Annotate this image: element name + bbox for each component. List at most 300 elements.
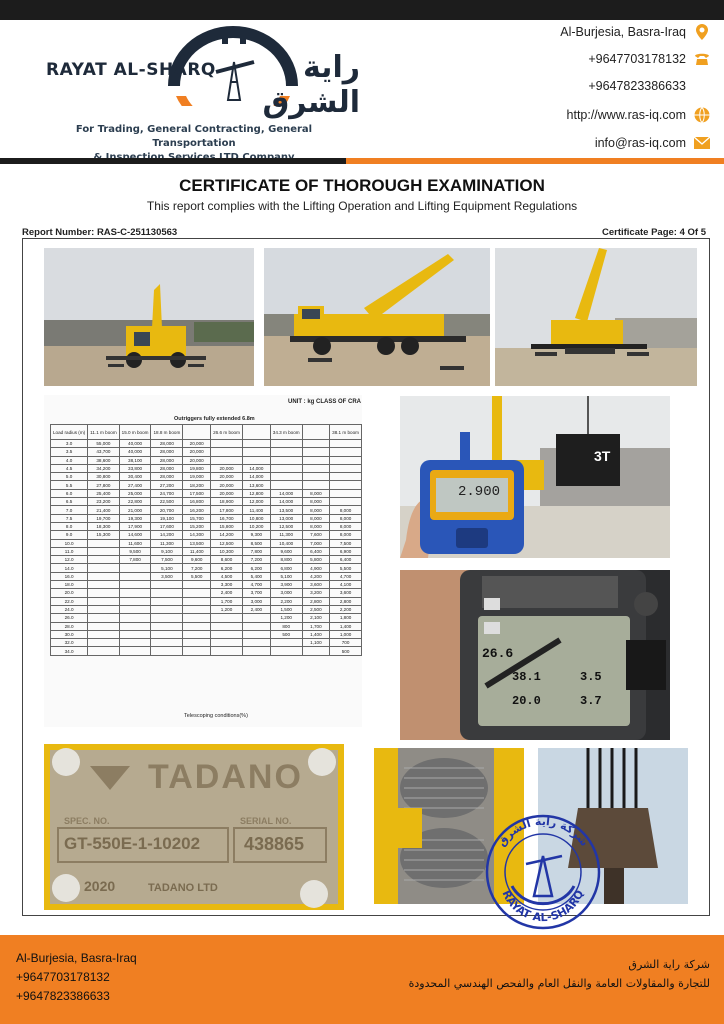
load-chart-cell bbox=[242, 639, 270, 647]
load-chart-header-cell: 34.3 m boom bbox=[270, 425, 302, 440]
contact-address-text: Al-Burjesia, Basra-Iraq bbox=[560, 25, 686, 39]
load-chart-cell bbox=[242, 622, 270, 630]
load-chart-cell: 1,500 bbox=[270, 605, 302, 613]
photo-load-indicator bbox=[400, 396, 670, 558]
certificate-page: Certificate Page: 4 Of 5 bbox=[601, 227, 706, 238]
top-bar bbox=[0, 0, 724, 20]
load-chart-cell bbox=[211, 448, 243, 456]
load-chart-cell: 9.0 bbox=[51, 531, 88, 539]
load-chart-cell: 8,800 bbox=[270, 556, 302, 564]
load-chart-row bbox=[51, 506, 362, 514]
lmi-radius: 20.0 bbox=[512, 694, 541, 708]
load-chart-cell: 9,100 bbox=[151, 547, 183, 555]
load-chart-cell: 3,500 bbox=[151, 572, 183, 580]
load-chart-cell: 6.5 bbox=[51, 498, 88, 506]
load-chart-cell: 18,900 bbox=[211, 498, 243, 506]
load-chart-cell: 11,300 bbox=[151, 539, 183, 547]
load-chart-cell bbox=[211, 614, 243, 622]
load-chart-cell: 6.0 bbox=[51, 489, 88, 497]
load-chart-cell: 6,200 bbox=[211, 564, 243, 572]
load-chart-cell: 4,500 bbox=[211, 572, 243, 580]
load-chart-cell: 19,700 bbox=[88, 514, 119, 522]
globe-icon bbox=[694, 107, 710, 123]
load-chart-cell: 14,000 bbox=[270, 498, 302, 506]
load-chart-cell: 21,400 bbox=[88, 506, 119, 514]
load-chart-cell bbox=[88, 605, 119, 613]
load-chart-cell bbox=[270, 456, 302, 464]
load-chart-cell: 9,600 bbox=[183, 556, 211, 564]
load-chart-header-cell bbox=[242, 425, 270, 440]
load-chart-cell: 4,700 bbox=[242, 581, 270, 589]
contact-address bbox=[560, 24, 710, 40]
load-chart-cell: 8,000 bbox=[302, 498, 330, 506]
load-chart-cell: 11,600 bbox=[119, 539, 151, 547]
load-chart-cell: 30.0 bbox=[51, 630, 88, 638]
load-chart-cell bbox=[88, 564, 119, 572]
load-chart-cell: 5.0 bbox=[51, 473, 88, 481]
load-chart-cell: 19,000 bbox=[183, 473, 211, 481]
load-chart-row bbox=[51, 639, 362, 647]
load-chart-cell: 17,500 bbox=[183, 489, 211, 497]
load-chart-cell: 800 bbox=[270, 622, 302, 630]
load-chart-cell bbox=[302, 448, 330, 456]
contact-website[interactable] bbox=[567, 107, 710, 123]
load-chart-cell bbox=[302, 464, 330, 472]
footer-phone-1: +9647703178132 bbox=[16, 970, 110, 984]
load-chart-cell bbox=[330, 440, 362, 448]
load-chart-cell: 4.5 bbox=[51, 464, 88, 472]
load-chart-cell: 7,800 bbox=[242, 547, 270, 555]
load-chart-cell: 9,500 bbox=[119, 547, 151, 555]
load-chart-cell: 17,900 bbox=[119, 522, 151, 530]
load-chart-cell: 17,600 bbox=[151, 522, 183, 530]
load-chart-cell bbox=[88, 597, 119, 605]
nameplate-model: GT-550E-1-10202 bbox=[64, 834, 201, 853]
load-chart-row bbox=[51, 481, 362, 489]
load-chart-cell bbox=[88, 547, 119, 555]
lmi-load: 3.5 bbox=[580, 670, 602, 684]
load-chart-row bbox=[51, 605, 362, 613]
footer-company-ar-line-1: شركة راية الشرق bbox=[628, 958, 710, 971]
load-chart-cell bbox=[88, 639, 119, 647]
load-chart-cell bbox=[183, 630, 211, 638]
contact-phone-2-text: +9647823386633 bbox=[588, 79, 686, 93]
load-chart-cell: 5.5 bbox=[51, 481, 88, 489]
load-chart-cell bbox=[242, 440, 270, 448]
photo-crane-rear bbox=[495, 248, 697, 386]
load-chart-cell: 3.0 bbox=[51, 440, 88, 448]
load-chart-cell: 24.0 bbox=[51, 605, 88, 613]
phone-icon bbox=[694, 51, 710, 67]
document-title: CERTIFICATE OF THOROUGH EXAMINATION bbox=[179, 176, 545, 195]
load-chart-cell bbox=[119, 639, 151, 647]
nameplate-serial-label: SERIAL NO. bbox=[240, 816, 292, 826]
load-chart-cell: 7.0 bbox=[51, 506, 88, 514]
load-chart-cell: 30,800 bbox=[88, 473, 119, 481]
load-chart-cell: 16,700 bbox=[211, 514, 243, 522]
load-chart-cell bbox=[211, 639, 243, 647]
load-chart-cell bbox=[330, 489, 362, 497]
load-chart-cell: 40,000 bbox=[119, 448, 151, 456]
load-chart-cell: 11,400 bbox=[242, 506, 270, 514]
load-chart-cell: 16,800 bbox=[183, 498, 211, 506]
load-chart-cell bbox=[270, 448, 302, 456]
load-chart-cell bbox=[183, 639, 211, 647]
contact-phone-1 bbox=[588, 51, 710, 67]
load-chart-cell bbox=[242, 456, 270, 464]
load-chart-cell: 1,200 bbox=[211, 605, 243, 613]
load-chart-header-cell: Load radius (m) bbox=[51, 425, 88, 440]
load-chart-cell: 500 bbox=[330, 647, 362, 655]
load-chart-cell bbox=[88, 614, 119, 622]
load-chart-cell: 11,400 bbox=[183, 547, 211, 555]
load-chart-cell: 20,000 bbox=[211, 489, 243, 497]
footer-address: Al-Burjesia, Basra-Iraq bbox=[16, 951, 137, 965]
load-chart-cell: 15,300 bbox=[88, 531, 119, 539]
load-chart-cell: 8,000 bbox=[330, 522, 362, 530]
load-chart-cell bbox=[119, 605, 151, 613]
photo-nameplate bbox=[44, 744, 344, 910]
load-chart-cell: 1,400 bbox=[330, 622, 362, 630]
load-chart-cell bbox=[330, 481, 362, 489]
load-chart-cell bbox=[330, 464, 362, 472]
load-chart-cell bbox=[211, 622, 243, 630]
load-chart-cell: 27,200 bbox=[151, 481, 183, 489]
load-chart-cell: 10,400 bbox=[270, 539, 302, 547]
load-chart-cell bbox=[151, 589, 183, 597]
load-chart-cell bbox=[183, 581, 211, 589]
load-chart-cell bbox=[151, 647, 183, 655]
load-chart-cell: 24,700 bbox=[151, 489, 183, 497]
load-chart-cell: 13,000 bbox=[270, 514, 302, 522]
stamp-text-en: RAYAT AL-SHARQ bbox=[499, 888, 587, 925]
load-chart-cell: 34.0 bbox=[51, 647, 88, 655]
lmi-angle: 38.1 bbox=[512, 670, 541, 684]
load-chart-cell bbox=[88, 630, 119, 638]
load-chart-cell: 8,500 bbox=[242, 539, 270, 547]
load-chart-cell: 14,000 bbox=[242, 464, 270, 472]
load-chart-cell: 7,000 bbox=[302, 539, 330, 547]
load-chart-cell bbox=[151, 614, 183, 622]
load-chart-cell: 34,200 bbox=[88, 464, 119, 472]
load-chart-cell: 1,400 bbox=[302, 630, 330, 638]
load-chart-cell: 9,600 bbox=[270, 547, 302, 555]
load-chart-cell: 40,000 bbox=[119, 440, 151, 448]
load-chart-cell: 8,600 bbox=[211, 556, 243, 564]
load-chart-cell: 19,100 bbox=[151, 514, 183, 522]
load-chart-row bbox=[51, 597, 362, 605]
load-chart-header-cell bbox=[302, 425, 330, 440]
load-chart-cell: 3,700 bbox=[242, 589, 270, 597]
load-chart-cell: 14,000 bbox=[242, 473, 270, 481]
load-chart-cell bbox=[270, 647, 302, 655]
lmi-boom-length: 26.6 bbox=[482, 646, 514, 661]
load-chart-row bbox=[51, 448, 362, 456]
load-chart-cell: 22,800 bbox=[119, 498, 151, 506]
load-chart-cell: 16.0 bbox=[51, 572, 88, 580]
load-chart-cell bbox=[270, 473, 302, 481]
photo-crane-front bbox=[44, 248, 254, 386]
load-chart-cell: 1,800 bbox=[330, 614, 362, 622]
load-chart-cell: 3,300 bbox=[211, 581, 243, 589]
load-chart-cell bbox=[88, 539, 119, 547]
load-chart-cell: 4,700 bbox=[330, 572, 362, 580]
load-chart-cell: 20,000 bbox=[183, 456, 211, 464]
load-chart-cell: 14.0 bbox=[51, 564, 88, 572]
load-chart-cell: 2,500 bbox=[302, 605, 330, 613]
footer-phone-2: +9647823386633 bbox=[16, 989, 110, 1003]
load-chart-cell: 12.0 bbox=[51, 556, 88, 564]
load-chart-cell bbox=[119, 572, 151, 580]
report-number: Report Number: RAS-C-251130563 bbox=[22, 227, 178, 238]
load-indicator-reading: 2.900 bbox=[458, 484, 501, 500]
nameplate-brand: TADANO bbox=[148, 758, 303, 796]
load-chart-cell: 19,300 bbox=[119, 514, 151, 522]
load-chart-cell: 20,700 bbox=[151, 506, 183, 514]
document-subtitle: This report complies with the Lifting Operation and Lifting Equipment Regulations bbox=[146, 199, 578, 213]
load-chart-cell bbox=[242, 647, 270, 655]
load-chart-cell bbox=[151, 639, 183, 647]
load-chart-header-cell: 26.6 m boom bbox=[211, 425, 243, 440]
load-chart-row bbox=[51, 572, 362, 580]
load-chart-cell: 21,000 bbox=[119, 506, 151, 514]
load-chart-cell: 26.0 bbox=[51, 614, 88, 622]
load-chart-cell: 17,800 bbox=[211, 506, 243, 514]
load-chart-cell: 12,800 bbox=[242, 489, 270, 497]
load-chart-cell: 20,000 bbox=[211, 481, 243, 489]
load-chart-cell bbox=[183, 597, 211, 605]
load-chart-cell: 4,200 bbox=[302, 572, 330, 580]
weight-tag: 3T bbox=[594, 448, 611, 464]
load-chart-cell: 15,800 bbox=[211, 522, 243, 530]
load-chart-row bbox=[51, 456, 362, 464]
load-chart-cell: 4,900 bbox=[302, 564, 330, 572]
load-chart-cell: 38,600 bbox=[88, 456, 119, 464]
load-chart-row bbox=[51, 564, 362, 572]
load-chart-cell: 8,000 bbox=[302, 522, 330, 530]
load-chart-cell: 5,100 bbox=[151, 564, 183, 572]
load-chart-grid bbox=[50, 424, 362, 656]
load-chart-cell: 7,600 bbox=[302, 531, 330, 539]
load-chart-cell bbox=[119, 564, 151, 572]
load-chart-cell bbox=[211, 440, 243, 448]
load-chart-row bbox=[51, 522, 362, 530]
load-chart-cell bbox=[119, 647, 151, 655]
load-chart-cell: 7.5 bbox=[51, 514, 88, 522]
load-chart-cell: 6,900 bbox=[330, 547, 362, 555]
load-chart-row bbox=[51, 440, 362, 448]
load-chart-header-cell: 38.1 m boom bbox=[330, 425, 362, 440]
load-chart-cell bbox=[183, 647, 211, 655]
load-chart-cell bbox=[242, 630, 270, 638]
contact-website-text[interactable]: http://www.ras-iq.com bbox=[566, 108, 686, 122]
nameplate-maker: TADANO LTD bbox=[148, 882, 218, 894]
nameplate-serial: 438865 bbox=[244, 834, 305, 854]
load-chart-cell: 38,100 bbox=[119, 456, 151, 464]
load-chart-cell bbox=[302, 456, 330, 464]
load-chart-cell: 14,200 bbox=[211, 531, 243, 539]
load-chart-cell: 7,500 bbox=[151, 556, 183, 564]
mail-icon bbox=[694, 135, 710, 151]
load-chart-cell bbox=[302, 481, 330, 489]
load-chart-cell: 10,200 bbox=[242, 522, 270, 530]
load-chart-cell: 9,300 bbox=[242, 531, 270, 539]
load-chart-row bbox=[51, 489, 362, 497]
load-chart-cell: 10,800 bbox=[242, 514, 270, 522]
load-chart-cell: 20,000 bbox=[211, 473, 243, 481]
load-chart-cell bbox=[330, 473, 362, 481]
load-chart-cell bbox=[119, 581, 151, 589]
load-chart-cell: 10.0 bbox=[51, 539, 88, 547]
load-chart-row bbox=[51, 539, 362, 547]
photo-lmi-display bbox=[400, 570, 670, 740]
footer-company-ar-line-2: للتجارة والمقاولات العامة والنقل العام والفحص الهندسي المحدودة bbox=[408, 977, 710, 990]
load-chart-header-cell bbox=[183, 425, 211, 440]
load-chart-cell: 55,000 bbox=[88, 440, 119, 448]
nameplate-year: 2020 bbox=[84, 878, 116, 894]
load-chart-cell bbox=[330, 498, 362, 506]
load-chart-cell: 8,000 bbox=[330, 531, 362, 539]
contact-email[interactable] bbox=[595, 135, 710, 151]
load-chart-cell: 6,200 bbox=[242, 564, 270, 572]
load-chart-cell: 16,200 bbox=[183, 506, 211, 514]
load-chart-cell: 5,500 bbox=[330, 564, 362, 572]
load-chart-cell: 32.0 bbox=[51, 639, 88, 647]
load-chart-cell bbox=[88, 572, 119, 580]
load-chart-cell: 8,000 bbox=[302, 489, 330, 497]
load-chart-cell: 11,300 bbox=[270, 531, 302, 539]
load-chart-cell bbox=[151, 630, 183, 638]
load-chart-cell: 14,000 bbox=[270, 489, 302, 497]
load-chart-cell: 12,000 bbox=[242, 498, 270, 506]
load-chart-cell: 27,800 bbox=[88, 481, 119, 489]
load-chart-cell bbox=[211, 647, 243, 655]
load-chart-cell: 19,800 bbox=[183, 464, 211, 472]
load-chart-cell: 6,400 bbox=[302, 547, 330, 555]
load-chart-cell bbox=[88, 556, 119, 564]
load-chart-cell: 5,400 bbox=[242, 572, 270, 580]
page-footer bbox=[0, 935, 724, 1024]
load-chart-cell bbox=[270, 639, 302, 647]
load-chart-cell: 14,600 bbox=[119, 531, 151, 539]
load-chart-cell: 2,200 bbox=[270, 597, 302, 605]
load-chart-row bbox=[51, 647, 362, 655]
load-chart-cell: 3,200 bbox=[302, 589, 330, 597]
load-chart-row bbox=[51, 622, 362, 630]
load-chart-row bbox=[51, 556, 362, 564]
logo-text-ar: راية الشرق bbox=[262, 50, 360, 120]
load-chart-cell bbox=[302, 647, 330, 655]
load-chart-cell: 13,500 bbox=[270, 506, 302, 514]
load-chart-cell: 2,800 bbox=[330, 597, 362, 605]
load-chart-cell bbox=[211, 456, 243, 464]
load-chart-cell: 2,400 bbox=[211, 589, 243, 597]
load-chart-cell: 18,300 bbox=[88, 522, 119, 530]
load-chart-unit: UNIT : kg CLASS OF CRA bbox=[288, 399, 361, 405]
load-chart-cell: 12,500 bbox=[270, 522, 302, 530]
location-pin-icon bbox=[694, 24, 710, 40]
load-chart-cell: 20,000 bbox=[211, 464, 243, 472]
stamp-text-ar: شركة راية الشرق bbox=[494, 814, 591, 849]
load-chart-cell: 20,000 bbox=[183, 440, 211, 448]
load-chart-cell: 5,100 bbox=[270, 572, 302, 580]
load-chart-cell: 20.0 bbox=[51, 589, 88, 597]
load-chart-cell: 2,800 bbox=[302, 597, 330, 605]
load-chart-row bbox=[51, 614, 362, 622]
load-chart-cell: 7,200 bbox=[183, 564, 211, 572]
lmi-capacity: 3.7 bbox=[580, 694, 602, 708]
load-chart-cell: 27,400 bbox=[119, 481, 151, 489]
load-chart-footer: Telescoping conditions(%) bbox=[184, 713, 248, 719]
load-chart-cell bbox=[183, 622, 211, 630]
load-chart-cell: 4,100 bbox=[330, 581, 362, 589]
load-chart-cell: 1,000 bbox=[330, 630, 362, 638]
load-chart-cell: 13,600 bbox=[242, 481, 270, 489]
load-chart-cell bbox=[119, 614, 151, 622]
tagline-line-1: For Trading, General Contracting, General Transportation bbox=[75, 124, 313, 149]
load-chart-cell: 22,500 bbox=[151, 498, 183, 506]
load-chart-cell: 5,800 bbox=[302, 556, 330, 564]
load-chart-cell: 8,000 bbox=[330, 506, 362, 514]
contact-email-text[interactable]: info@ras-iq.com bbox=[594, 136, 686, 150]
load-chart-cell: 7,200 bbox=[242, 556, 270, 564]
load-chart-cell bbox=[330, 448, 362, 456]
load-chart-cell bbox=[302, 440, 330, 448]
svg-text:شركة راية الشرق bbox=[495, 815, 591, 849]
load-chart-cell bbox=[302, 473, 330, 481]
load-chart-row bbox=[51, 473, 362, 481]
load-chart-row bbox=[51, 531, 362, 539]
load-chart-cell: 28,000 bbox=[151, 456, 183, 464]
load-chart-cell: 28,000 bbox=[151, 448, 183, 456]
logo-text-en: RAYAT AL-SHARQ bbox=[46, 60, 216, 80]
load-chart-cell: 3,000 bbox=[270, 589, 302, 597]
load-chart-cell bbox=[151, 605, 183, 613]
load-chart-cell bbox=[151, 622, 183, 630]
load-chart-cell: 3.5 bbox=[51, 448, 88, 456]
nameplate-spec-label: SPEC. NO. bbox=[64, 816, 110, 826]
contact-phone-2 bbox=[588, 79, 686, 93]
load-chart-cell: 14,200 bbox=[151, 531, 183, 539]
load-chart-row bbox=[51, 630, 362, 638]
load-chart-cell: 43,700 bbox=[88, 448, 119, 456]
load-chart-cell bbox=[211, 630, 243, 638]
load-chart-cell: 8,000 bbox=[330, 514, 362, 522]
footer-contacts bbox=[16, 949, 137, 1006]
load-chart-cell: 18,200 bbox=[183, 481, 211, 489]
load-chart-cell: 28,000 bbox=[151, 473, 183, 481]
header-divider bbox=[0, 158, 724, 164]
load-chart-cell bbox=[183, 589, 211, 597]
load-chart-cell: 18.0 bbox=[51, 581, 88, 589]
load-chart-cell bbox=[151, 581, 183, 589]
load-chart-outriggers: Outriggers fully extended 6.8m bbox=[174, 416, 255, 422]
load-chart-cell: 1,700 bbox=[302, 622, 330, 630]
load-chart-cell: 4.0 bbox=[51, 456, 88, 464]
load-chart-cell: 1,100 bbox=[302, 639, 330, 647]
load-chart-cell bbox=[270, 440, 302, 448]
load-chart-cell: 8,000 bbox=[302, 514, 330, 522]
load-chart-row bbox=[51, 514, 362, 522]
load-chart-cell: 3,600 bbox=[330, 589, 362, 597]
load-chart-cell: 10,300 bbox=[211, 547, 243, 555]
load-chart-cell: 500 bbox=[270, 630, 302, 638]
load-chart-cell bbox=[119, 622, 151, 630]
load-chart-table bbox=[44, 395, 362, 727]
load-chart-row bbox=[51, 581, 362, 589]
load-chart-cell: 28,000 bbox=[151, 440, 183, 448]
load-chart-cell: 20,000 bbox=[183, 448, 211, 456]
